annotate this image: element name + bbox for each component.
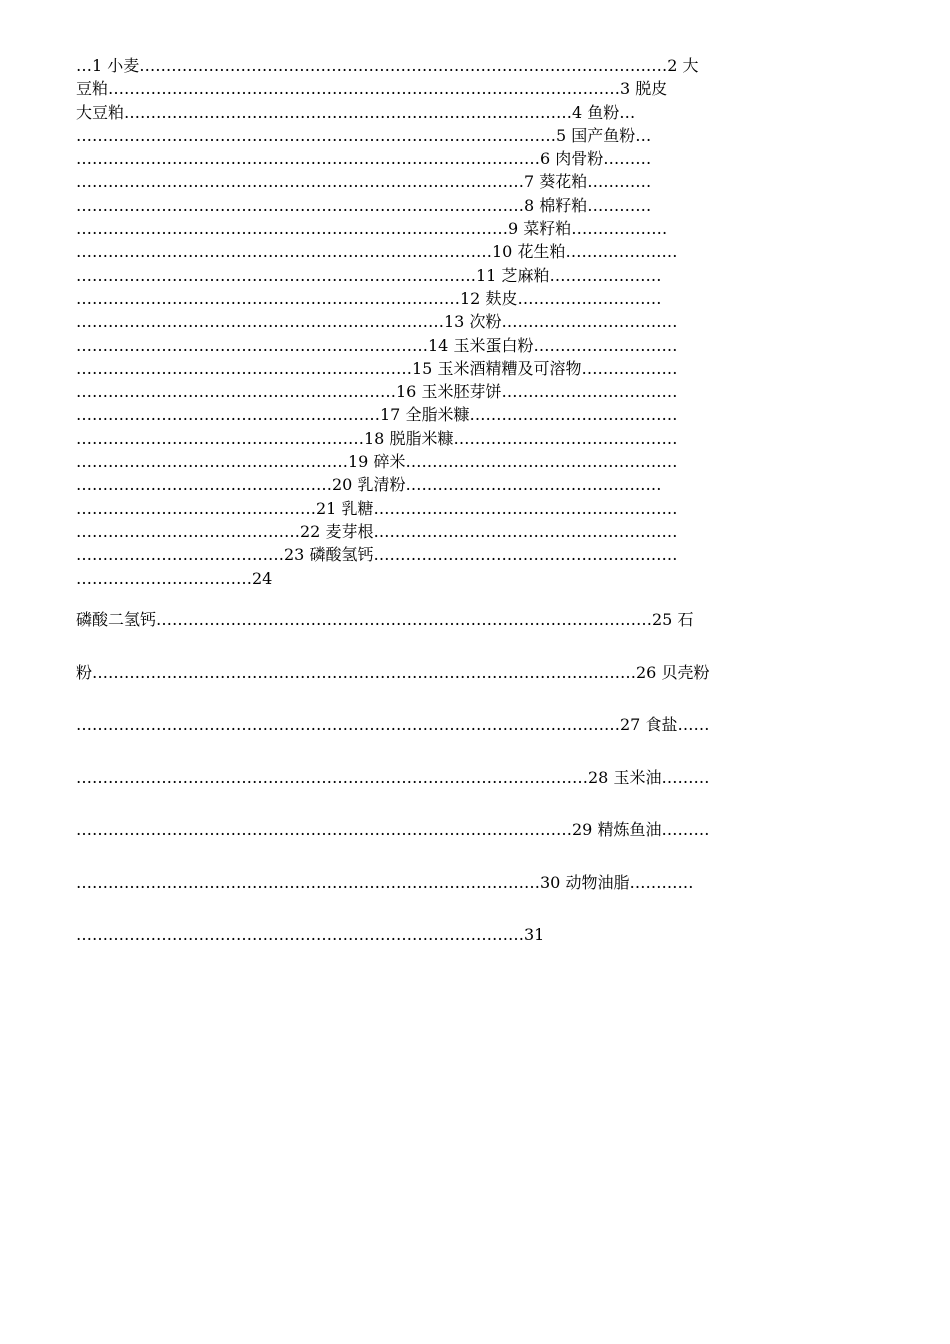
- toc-line: [76, 194, 876, 217]
- toc-line: [76, 765, 876, 791]
- toc-line-text: 粉…………………………………………………………………………………………26 贝壳粉: [76, 662, 710, 682]
- toc-line: [76, 450, 876, 473]
- toc-line-text: ……………………………………………………………13 次粉……………………………: [76, 312, 678, 332]
- toc-line: [76, 287, 876, 310]
- toc-line: [76, 567, 876, 590]
- toc-line: [76, 870, 876, 896]
- toc-line: [76, 357, 876, 380]
- toc-line-text: …………………………………………………………………………7 葵花粕…………: [76, 172, 652, 192]
- toc-line: [76, 124, 876, 147]
- toc-line-text: ………………………………………………………………12 麸皮………………………: [76, 288, 662, 308]
- toc-line-text: 磷酸二氢钙…………………………………………………………………………………25 石: [76, 610, 694, 629]
- toc-line-text: …………………………………………………………………………31: [76, 925, 545, 944]
- toc-line-text: …………………………………………………17 全脂米糠…………………………………: [76, 405, 678, 425]
- toc-line: [76, 54, 876, 77]
- toc-line: [76, 147, 876, 170]
- toc-line-text: …………………………………………………………14 玉米蛋白粉………………………: [76, 335, 678, 355]
- toc-line-text: …………………………………23 磷酸氢钙…………………………………………………: [76, 545, 678, 565]
- toc-line-text: ……………………………24: [76, 568, 273, 588]
- toc-line-text: ……………………………………………………………………………………28 玉米油………: [76, 767, 710, 787]
- toc-line: [76, 473, 876, 496]
- toc-line-text: ………………………………………………………15 玉米酒精糟及可溶物………………: [76, 358, 678, 378]
- toc-line: [76, 217, 876, 240]
- toc-line-text: ………………………………………………18 脱脂米糠……………………………………: [76, 428, 678, 448]
- toc-line: [76, 520, 876, 543]
- toc-line-text: 豆粕……………………………………………………………………………………3 脱皮: [76, 79, 668, 99]
- toc-dense-block: [76, 54, 876, 590]
- toc-line: [76, 380, 876, 403]
- toc-line-text: …………………………………………………………………………8 棉籽粕…………: [76, 195, 652, 215]
- toc-line-text: ………………………………………………………………………………5 国产鱼粉…: [76, 125, 652, 145]
- toc-line: [76, 543, 876, 566]
- toc-line: [76, 922, 876, 948]
- toc-line: [76, 403, 876, 426]
- toc-line-text: ……………………………………22 麦芽根…………………………………………………: [76, 521, 678, 541]
- toc-line: [76, 264, 876, 287]
- toc-line: [76, 77, 876, 100]
- toc-line: [76, 310, 876, 333]
- toc-line: [76, 334, 876, 357]
- toc-line-text: ……………………………………………………………………………30 动物油脂…………: [76, 872, 694, 892]
- toc-line-text: ……………………………………………………16 玉米胚芽饼……………………………: [76, 382, 678, 402]
- toc-line-text: ………………………………………………………………………9 菜籽粕………………: [76, 219, 668, 239]
- toc-line: [76, 712, 876, 738]
- toc-line: [76, 170, 876, 193]
- toc-line: [76, 817, 876, 843]
- toc-line: [76, 497, 876, 520]
- toc-line-text: …………………………………………………………………………………29 精炼鱼油………: [76, 820, 710, 839]
- toc-line-text: 大豆粕…………………………………………………………………………4 鱼粉…: [76, 102, 636, 122]
- toc-line-text: …………………………………………………………………………………………27 食盐……: [76, 715, 710, 734]
- toc-line-text: …………………………………………………………………11 芝麻粕…………………: [76, 265, 662, 285]
- toc-line-text: …1 小麦………………………………………………………………………………………2 大: [76, 56, 699, 75]
- toc-line-text: ……………………………………………………………………………6 肉骨粉………: [76, 149, 652, 169]
- toc-line-text: …………………………………………20 乳清粉…………………………………………: [76, 475, 662, 495]
- toc-line: [76, 660, 876, 686]
- toc-line-text: ……………………………………………19 碎米……………………………………………: [76, 452, 678, 472]
- toc-line: [76, 607, 876, 633]
- toc-sparse-block: [76, 607, 876, 975]
- toc-line-text: ………………………………………21 乳糖…………………………………………………: [76, 498, 678, 518]
- toc-line: [76, 427, 876, 450]
- toc-line: [76, 240, 876, 263]
- toc-line-text: ……………………………………………………………………10 花生粕…………………: [76, 242, 678, 262]
- toc-line: [76, 101, 876, 124]
